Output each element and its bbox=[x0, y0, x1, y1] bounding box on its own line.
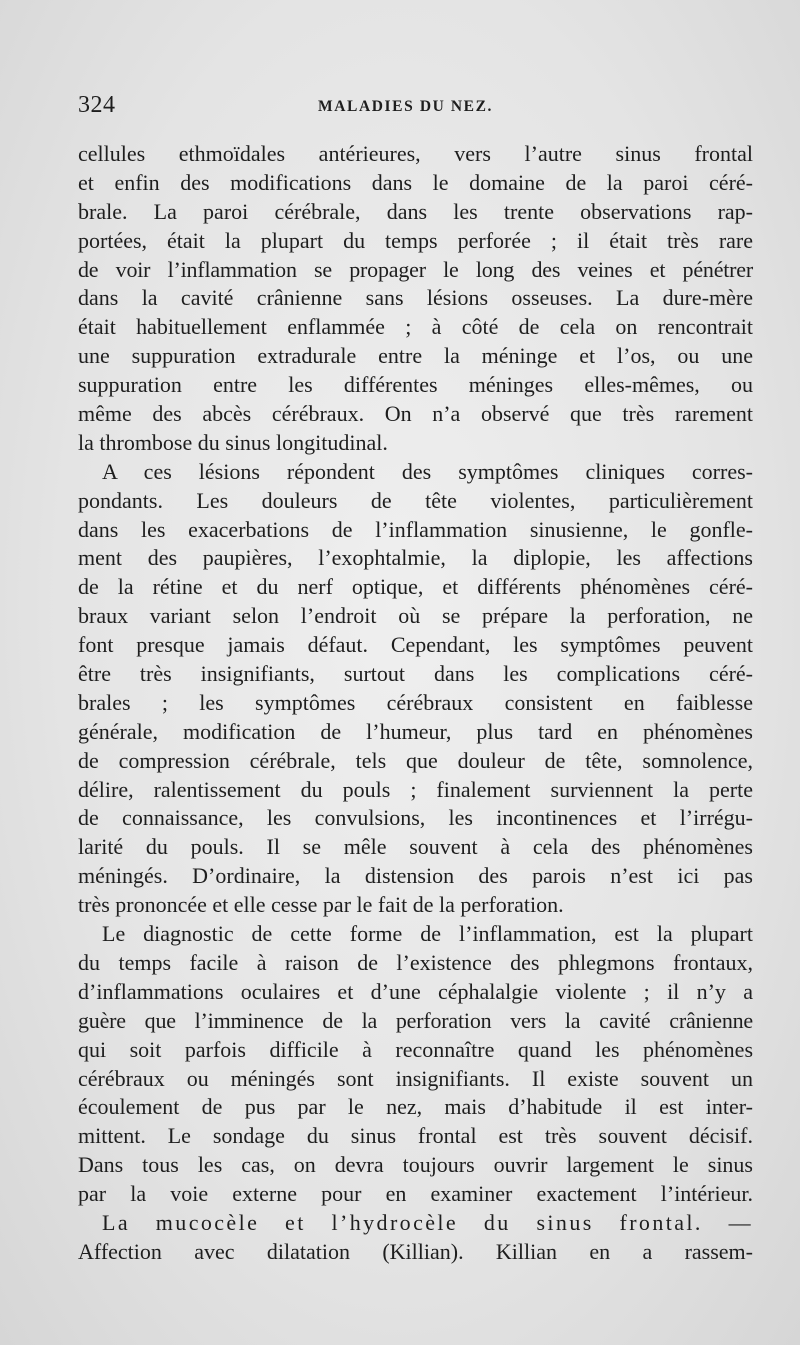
text-line: délire, ralentissement du pouls ; finalement surviennent la perte bbox=[78, 776, 753, 802]
text-line: très prononcée et elle cesse par le fait de la perforation. bbox=[78, 892, 564, 918]
text-line: brale. La paroi cérébrale, dans les trente observations rap- bbox=[78, 198, 753, 224]
page-header bbox=[78, 92, 752, 122]
text-line: braux variant selon l’endroit où se prépare la perforation, ne bbox=[78, 603, 753, 629]
text-line: guère que l’imminence de la perforation vers la cavité crânienne bbox=[78, 1007, 753, 1033]
text-line: mittent. Le sondage du sinus frontal est très souvent décisif. bbox=[78, 1123, 753, 1149]
text-line: Le diagnostic de cette forme de l’inflammation, est la plupart bbox=[102, 921, 753, 947]
text-line: une suppuration extradurale entre la méninge et l’os, ou une bbox=[78, 343, 753, 369]
text-line: par la voie externe pour en examiner exactement l’intérieur. bbox=[78, 1181, 753, 1207]
text-line: font presque jamais défaut. Cependant, les symptômes peuvent bbox=[78, 632, 753, 658]
running-head: MALADIES DU NEZ. bbox=[318, 98, 494, 115]
text-line: Affection avec dilatation (Killian). Killian en a rassem- bbox=[78, 1238, 753, 1264]
text-line: écoulement de pus par le nez, mais d’habitude il est inter- bbox=[78, 1094, 753, 1120]
section-heading-line: La mucocèle et l’hydrocèle du sinus frontal. — bbox=[102, 1209, 753, 1235]
text-line: larité du pouls. Il se mêle souvent à cela des phénomènes bbox=[78, 834, 753, 860]
text-line: d’inflammations oculaires et d’une céphalalgie violente ; il n’y a bbox=[78, 978, 753, 1004]
text-line: était habituellement enflammée ; à côté de cela on rencontrait bbox=[78, 314, 753, 340]
text-line: même des abcès cérébraux. On n’a observé que très rarement bbox=[78, 401, 753, 427]
page-number: 324 bbox=[78, 92, 116, 118]
text-line: de connaissance, les convulsions, les incontinences et l’irrégu- bbox=[78, 805, 753, 831]
text-line: ment des paupières, l’exophtalmie, la diplopie, les affections bbox=[78, 545, 753, 571]
text-line: dans la cavité crânienne sans lésions osseuses. La dure-mère bbox=[78, 285, 753, 311]
text-line: suppuration entre les différentes méninges elles-mêmes, ou bbox=[78, 372, 753, 398]
text-line: la thrombose du sinus longitudinal. bbox=[78, 429, 388, 455]
text-line: Dans tous les cas, on devra toujours ouvrir largement le sinus bbox=[78, 1152, 753, 1178]
text-line: cérébraux ou méningés sont insignifiants. Il existe souvent un bbox=[78, 1065, 753, 1091]
text-line: et enfin des modifications dans le domaine de la paroi céré- bbox=[78, 169, 753, 195]
text-line: dans les exacerbations de l’inflammation sinusienne, le gonfle- bbox=[78, 516, 753, 542]
text-line: du temps facile à raison de l’existence des phlegmons frontaux, bbox=[78, 949, 753, 975]
text-line: portées, était la plupart du temps perforée ; il était très rare bbox=[78, 227, 753, 253]
text-line: pondants. Les douleurs de tête violentes, particulièrement bbox=[78, 487, 753, 513]
text-line: générale, modification de l’humeur, plus tard en phénomènes bbox=[78, 718, 753, 744]
text-line: de la rétine et du nerf optique, et différents phénomènes céré- bbox=[78, 574, 753, 600]
text-line: cellules ethmoïdales antérieures, vers l’autre sinus frontal bbox=[78, 141, 753, 166]
text-line: de compression cérébrale, tels que douleur de tête, somnolence, bbox=[78, 747, 753, 773]
text-line: qui soit parfois difficile à reconnaître quand les phénomènes bbox=[78, 1036, 753, 1062]
text-line: brales ; les symptômes cérébraux consistent en faiblesse bbox=[78, 689, 753, 715]
text-line: de voir l’inflammation se propager le long des veines et pénétrer bbox=[78, 256, 753, 282]
text-line: être très insignifiants, surtout dans les complications céré- bbox=[78, 661, 753, 687]
body-text bbox=[78, 140, 753, 1267]
text-line: A ces lésions répondent des symptômes cliniques corres- bbox=[102, 458, 753, 484]
text-line: méningés. D’ordinaire, la distension des parois n’est ici pas bbox=[78, 863, 753, 889]
